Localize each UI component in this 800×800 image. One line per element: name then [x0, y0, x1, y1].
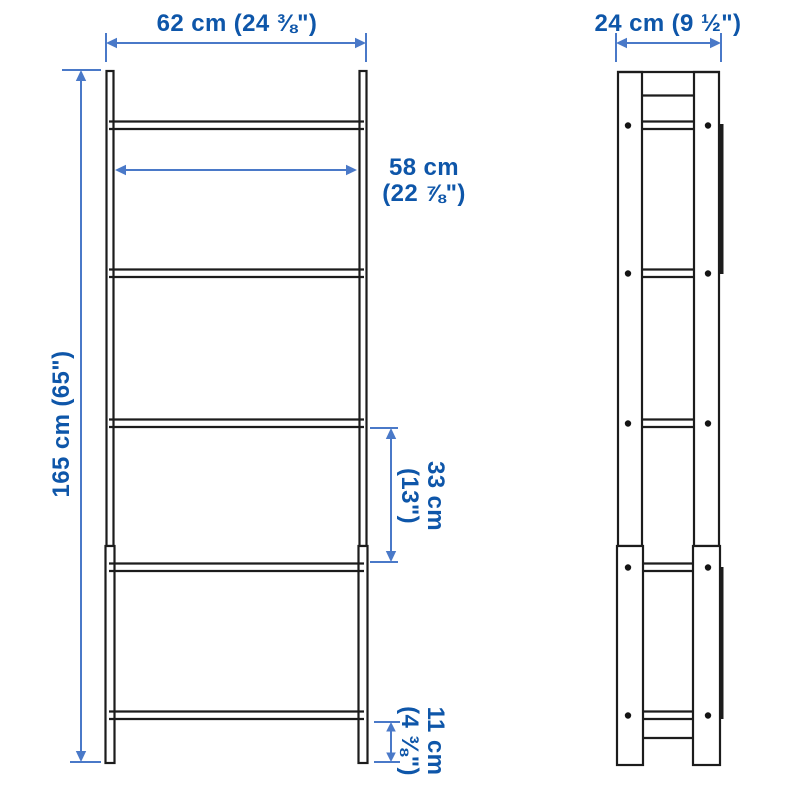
arrowhead-down-icon: [386, 551, 396, 562]
inner-width-label: [382, 155, 466, 207]
front-shelf-2: [109, 270, 364, 278]
bottom-shelf-height-line2: (4 ⅜"): [396, 706, 423, 776]
back-rail-upper: [720, 124, 724, 274]
shelf-spacing-dimension: [370, 428, 398, 562]
front-shelf-5: [109, 712, 364, 720]
front-left-post-upper: [107, 71, 114, 546]
depth-dimension: [616, 33, 721, 62]
side-right-post-lower: [693, 546, 720, 765]
bottom-shelf-height-line1: 11 cm: [422, 706, 449, 776]
arrowhead-right-icon: [710, 38, 721, 48]
arrowhead-down-icon: [386, 753, 396, 763]
inner-width-dimension: [115, 165, 357, 175]
side-shelf-4: [643, 564, 693, 572]
shelf-spacing-label: [396, 461, 448, 531]
overall-width-label: 62 cm (24 ⅜"): [156, 10, 318, 37]
side-shelf-2: [643, 270, 693, 278]
side-right-post-upper: [694, 72, 719, 546]
arrowhead-up-icon: [386, 722, 396, 732]
overall-width-dimension: [106, 33, 366, 62]
side-shelf-3: [643, 420, 693, 428]
arrowhead-up-icon: [386, 428, 396, 439]
front-right-post-lower: [359, 546, 368, 763]
bottom-shelf-height-label: [396, 706, 448, 776]
front-view: [106, 71, 368, 763]
inner-width-line2: (22 ⅞"): [382, 180, 466, 207]
arrowhead-left-icon: [106, 38, 117, 48]
front-left-post-lower: [106, 546, 115, 763]
side-left-post-upper: [618, 72, 642, 546]
arrowhead-left-icon: [616, 38, 627, 48]
side-shelf-1: [643, 122, 693, 130]
arrowhead-down-icon: [76, 751, 86, 762]
shelf-spacing-line1: 33 cm: [422, 460, 449, 532]
back-rail-lower: [720, 567, 724, 719]
inner-width-line1: 58 cm: [388, 154, 460, 181]
front-shelf-4: [109, 564, 364, 572]
arrowhead-right-icon: [346, 165, 357, 175]
side-view: [617, 72, 724, 765]
side-shelf-5: [643, 712, 693, 720]
side-left-post-lower: [617, 546, 643, 765]
arrowhead-up-icon: [76, 70, 86, 81]
arrowhead-left-icon: [115, 165, 126, 175]
shelf-spacing-line2: (13"): [396, 467, 423, 525]
overall-height-label: 165 cm (65"): [48, 350, 75, 498]
front-shelf-1: [109, 122, 364, 130]
front-shelf-3: [109, 420, 364, 428]
front-right-post-upper: [360, 71, 367, 546]
arrowhead-right-icon: [355, 38, 366, 48]
depth-label: 24 cm (9 ½"): [594, 10, 742, 37]
